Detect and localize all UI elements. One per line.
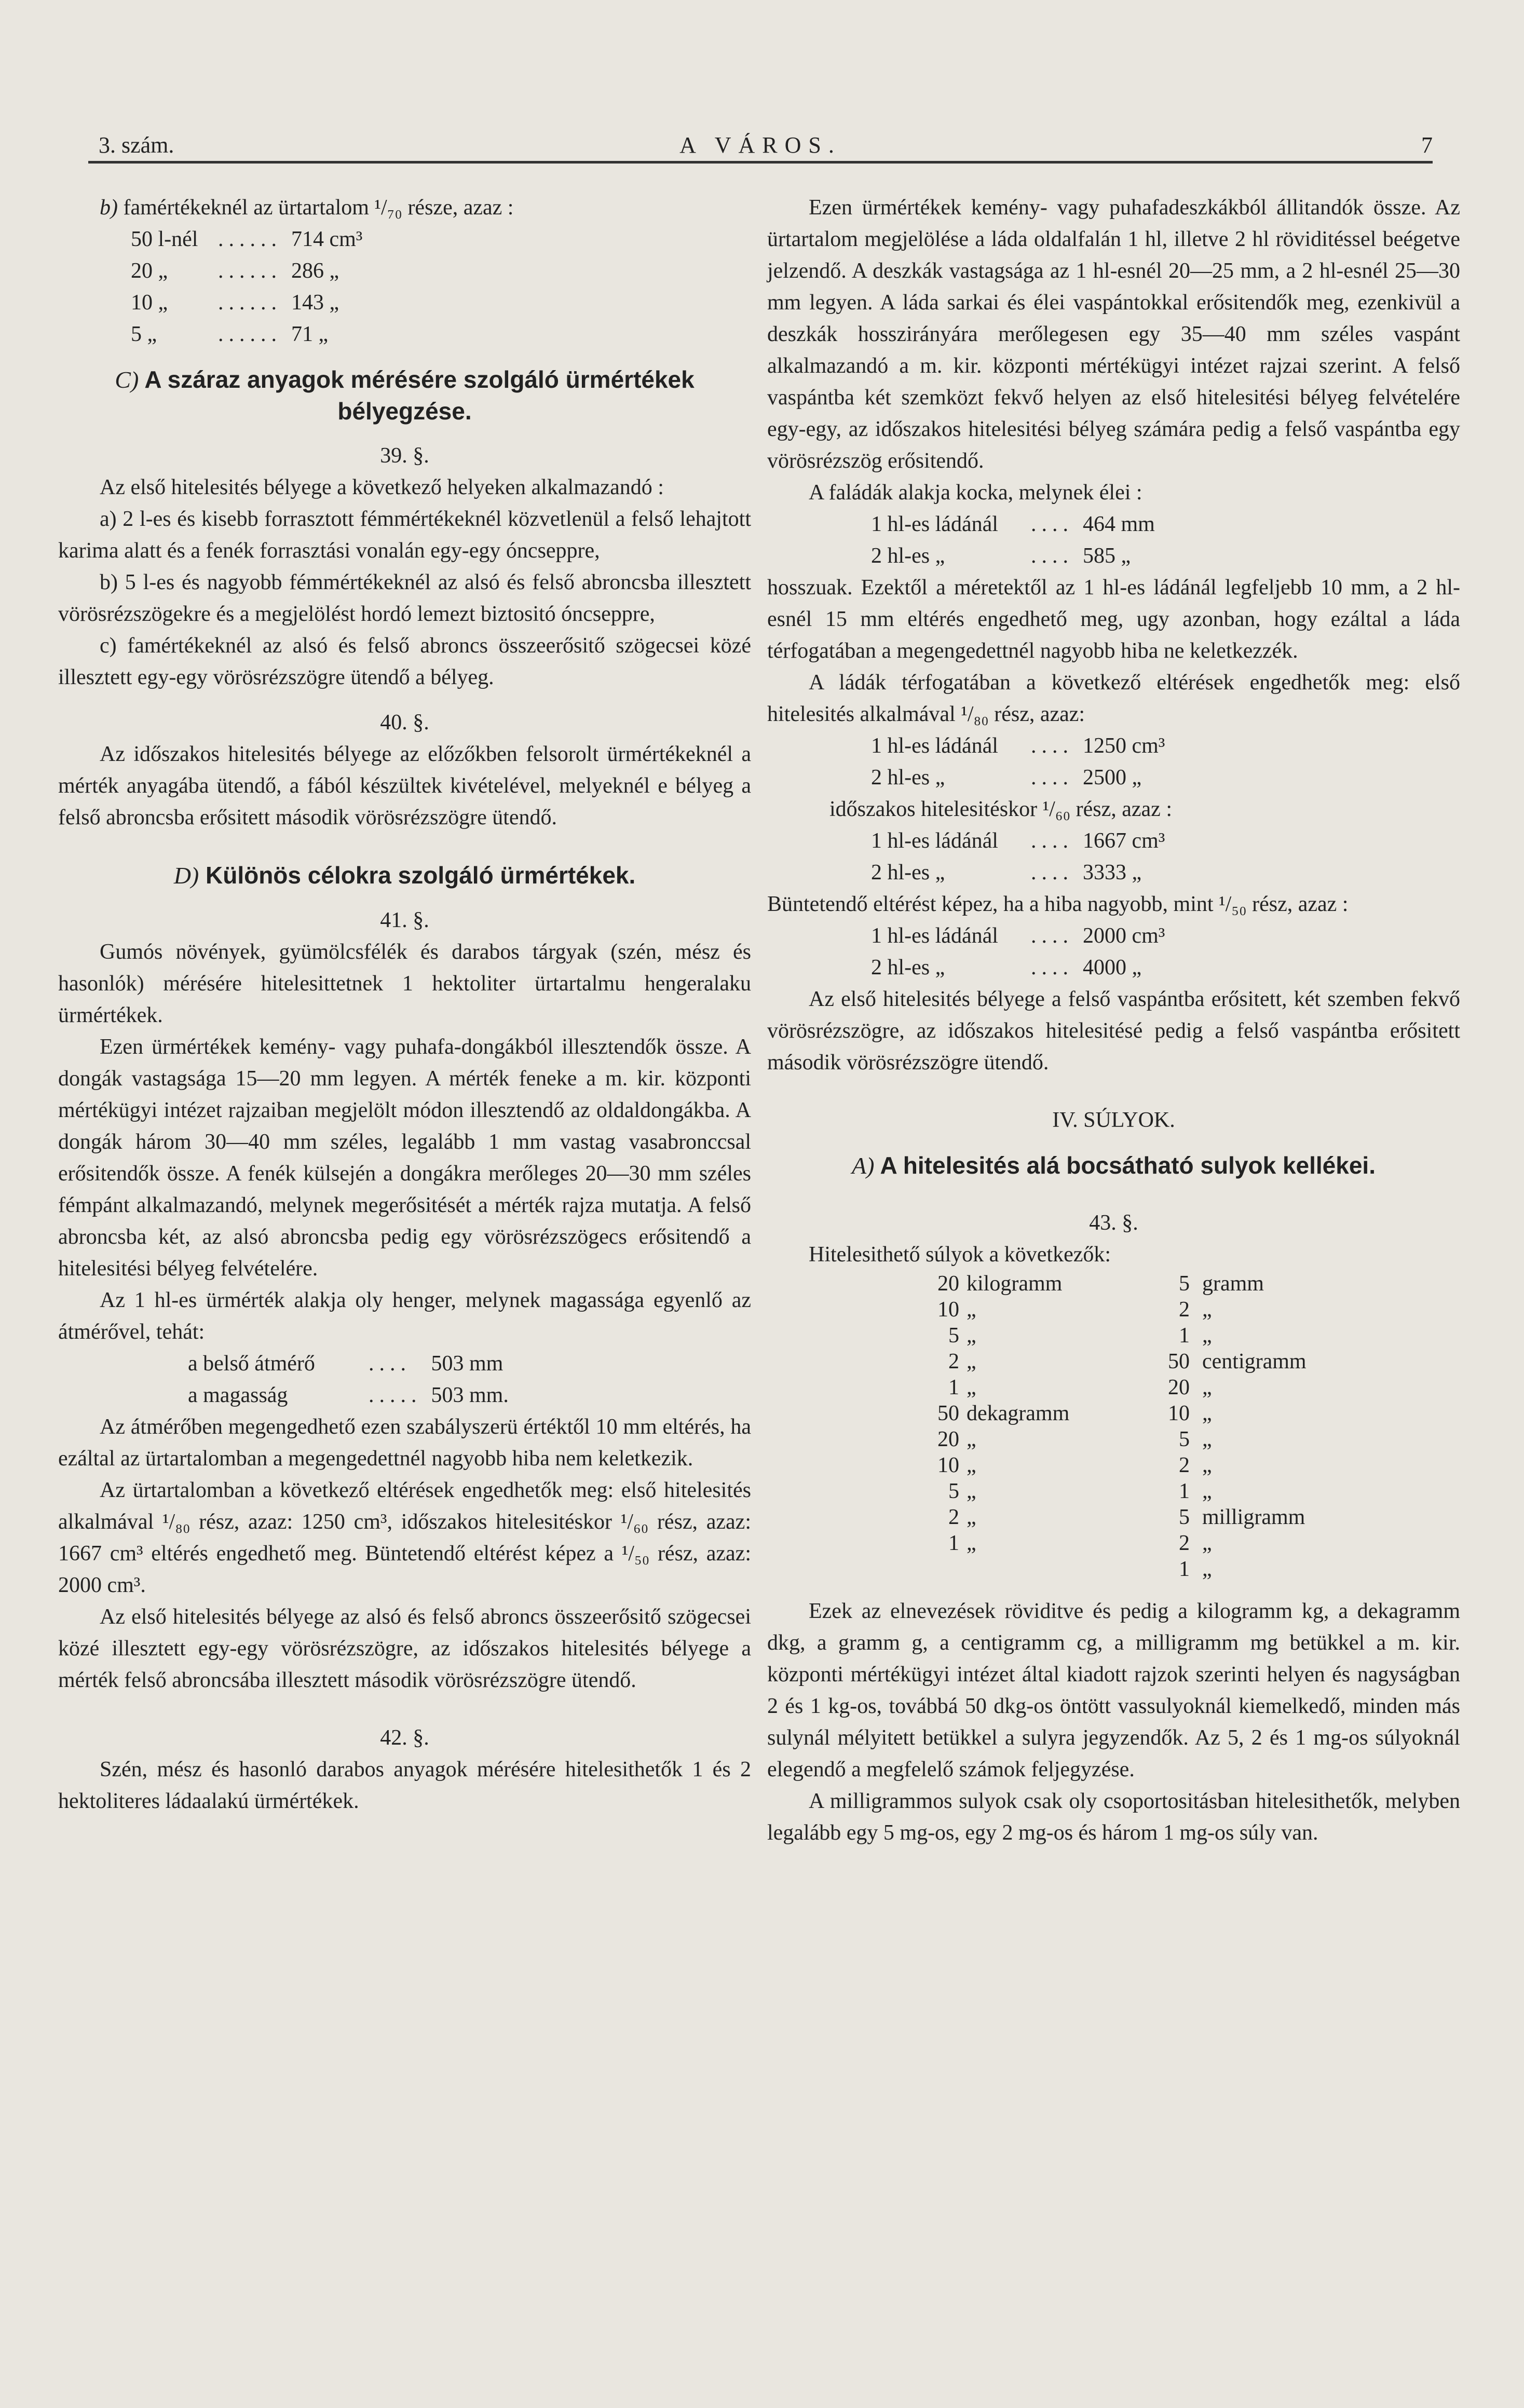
paragraph: Büntetendő eltérést képez, ha a hiba nagyobb, mint ¹/₅₀ rész, azaz : bbox=[767, 892, 1349, 916]
paragraph: c) famértékeknél az alsó és felső abroncs összeerősitő szögecsei közé illesztett egy-egy vörösrézszögre ütendő a bélyeg. bbox=[58, 634, 751, 689]
tolerance-table-first bbox=[871, 730, 1165, 794]
table-row: 2 „ 5 milligramm bbox=[948, 1505, 1305, 1529]
table-row: 1 hl-es ládánál .... 464 mm bbox=[871, 512, 1155, 536]
table-row: 2 hl-es „ .... 3333 „ bbox=[871, 861, 1142, 885]
paragraph: Az átmérőben megengedhető ezen szabályszerü értéktől 10 mm eltérés, ha ezáltal az ürtartalomban a megengedettnél nagyobb hiba nem keletkezik. bbox=[58, 1415, 751, 1471]
paragraph: Ezen ürmértékek kemény- vagy puhafadeszkákból állitandók össze. Az ürtartalom megjelölése a láda oldalfalán 1 hl, illetve 2 hl röviditéssel beégetve jelzendő. A deszkák vastagsága az 1 hl-esnél 20—25 mm, a 2 hl-esnél 25—30 mm legyen. A láda sarkai és élei vaspántokkal erősitendők meg, ezenkivül a deszkák hosszirányára merőlegesen egy 35—40 mm széles vaspánt alkalmazandó a m. kir. központi mértékügyi intézet rajzai szerint. A felső vaspántba két szemközt fekvő helyen az első hitelesitési bélyeg felvételére egy-egy, az időszakos hitelesitési bélyeg számára pedig a felső vaspántba egy vörösrézszög erősitendő. bbox=[767, 196, 1460, 473]
tolerance-table-penalty bbox=[871, 920, 1165, 984]
paragraph: hosszuak. Ezektől a méretektől az 1 hl-es ládánál legfeljebb 10 mm, a 2 hl-esnél 15 mm eltérés engedhető meg, ugy azonban, hogy ezáltal a láda térfogatában a megengedettnél nagyobb hiba ne keletkezzék. bbox=[767, 576, 1460, 663]
table-row: 5 „ 1 „ bbox=[948, 1324, 1212, 1348]
page-number: 7 bbox=[1421, 132, 1433, 158]
section-heading-d: D) Különös célokra szolgáló ürmértékek. bbox=[173, 862, 636, 889]
paragraph: Szén, mész és hasonló darabos anyagok mérésére hitelesithetők 1 és 2 hektoliteres ládaalakú ürmértékek. bbox=[58, 1758, 751, 1813]
paragraph: a) 2 l-es és kisebb forrasztott fémmértékeknél közvetlenül a felső lehajtott karima alatt és a fenék forrasztási vonalán egy-egy óncseppre, bbox=[58, 507, 751, 563]
table-row: 20 „ ...... 286 „ bbox=[131, 259, 339, 283]
dimension-table bbox=[188, 1348, 509, 1411]
section-number: 39. §. bbox=[380, 444, 429, 468]
paragraph: A milligrammos sulyok csak oly csoportositásban hitelesithetők, melyben legalább egy 5 mg-os, egy 2 mg-os és három 1 mg-os súly van. bbox=[767, 1789, 1460, 1845]
section-number: 43. §. bbox=[1089, 1211, 1138, 1235]
journal-title: A VÁROS. bbox=[679, 132, 841, 158]
table-row: 2 hl-es „ .... 4000 „ bbox=[871, 956, 1142, 979]
volume-table bbox=[131, 224, 362, 350]
table-row: 1 „ bbox=[1179, 1557, 1212, 1581]
page-header bbox=[88, 130, 1433, 164]
edge-table bbox=[871, 509, 1155, 572]
section-number: 41. §. bbox=[380, 908, 429, 932]
table-row: 2 „ 50 centigramm bbox=[948, 1350, 1307, 1373]
table-row: 1 „ 20 „ bbox=[948, 1376, 1212, 1399]
paragraph: Ezen ürmértékek kemény- vagy puhafa-dongákból illesztendők össze. A dongák vastagsága 15—20 mm legyen. A mérték feneke a m. kir. központi mértékügyi intézet rajzaiban megjelölt módon illesztendő az oldaldongákba. A dongák három 30—40 mm széles, legalább 1 mm vastag vasabronccsal erősitendők össze. A fenék külsején a dongákra merőleges 20—30 mm széles fémpánt alkalmazandó, melynek megerősitését a mérték rajza mutatja. A felső abroncsba két, az alsó abroncsba pedig egy vörösrézszögecs erősitendő a hitelesitési bélyeg felvételére. bbox=[58, 1035, 751, 1281]
paragraph: b) 5 l-es és nagyobb fémmértékeknél az alsó és felső abroncsba illesztett vörösrézszögekre és a megjelölést hordó lemezt biztositó óncseppre, bbox=[58, 570, 751, 626]
paragraph: Az ürtartalomban a következő eltérések engedhetők meg: első hitelesités alkalmával ¹/₈₀ rész, azaz: 1250 cm³, időszakos hitelesitéskor ¹/₆₀ rész, azaz: 1667 cm³ eltérés engedhető meg. Büntetendő eltérést képez a ¹/₅₀ rész, azaz: 2000 cm³. bbox=[58, 1478, 751, 1597]
paragraph: Az időszakos hitelesités bélyege az előzőkben felsorolt ürmértékeknél a mérték anyagába ütendő, a fából készültek kivételével, melyeknél e bélyeg a felső abroncsba erősitett második vörösrézszögre ütendő. bbox=[58, 742, 751, 829]
table-row: 10 „ 2 „ bbox=[937, 1453, 1212, 1477]
paragraph: Az első hitelesités bélyege a felső vaspántba erősitett, két szemben fekvő vörösrézszögre, az időszakos hitelesitésé pedig a felső vaspántba erősitett második vörösrézszögre ütendő. bbox=[767, 987, 1460, 1074]
table-row: 1 hl-es ládánál .... 1250 cm³ bbox=[871, 734, 1165, 758]
table-row: 2 hl-es „ .... 2500 „ bbox=[871, 766, 1142, 790]
section-number: 40. §. bbox=[380, 711, 429, 734]
paragraph: Az első hitelesités bélyege az alsó és felső abroncs összeerősitő szögecsei közé illesztett egy-egy vörösrézszögre, az időszakos hitelesités bélyege a mérték felső abroncsába illesztett második vörösrézszögre ütendő. bbox=[58, 1605, 751, 1692]
paragraph: Az 1 hl-es ürmérték alakja oly henger, melynek magassága egyenlő az átmérővel, tehát: bbox=[58, 1288, 751, 1344]
right-column bbox=[767, 192, 1460, 1849]
paragraph: Ezek az elnevezések röviditve és pedig a kilogramm kg, a dekagramm dkg, a gramm g, a centigramm cg, a milligramm mg betükkel a m. kir. központi mértékügyi intézet által kiadott rajzok szerinti helyen és nagyságban 2 és 1 kg-os, továbbá 50 dkg-os öntött vassulyoknál kiemelkedő, minden más sulynál mélyitett betükkel a sulyra jegyzendők. Az 5, 2 és 1 mg-os súlyoknál elegendő a megfelelő számok feljegyzése. bbox=[767, 1599, 1460, 1781]
table-row: 50 l-nél ...... 714 cm³ bbox=[131, 227, 363, 251]
table-row: 2 hl-es „ .... 585 „ bbox=[871, 544, 1131, 568]
table-row: a magasság ..... 503 mm. bbox=[188, 1383, 509, 1407]
tolerance-table-periodic bbox=[871, 825, 1165, 889]
paragraph: Hitelesithető súlyok a következők: bbox=[809, 1243, 1111, 1267]
table-row: 20 kilogramm 5 gramm bbox=[937, 1272, 1264, 1296]
chapter-heading: IV. SÚLYOK. bbox=[1052, 1108, 1175, 1132]
left-column bbox=[58, 192, 751, 1817]
paragraph: A faládák alakja kocka, melynek élei : bbox=[809, 481, 1142, 505]
table-row: 20 „ 5 „ bbox=[937, 1427, 1212, 1451]
table-row: 5 „ 1 „ bbox=[948, 1479, 1212, 1503]
table-row: a belső átmérő .... 503 mm bbox=[188, 1352, 504, 1376]
paragraph: b) famértékeknél az ürtartalom ¹/₇₀ része, azaz : bbox=[100, 196, 514, 220]
table-row: 10 „ 2 „ bbox=[937, 1298, 1212, 1322]
table-row: 1 „ 2 „ bbox=[948, 1531, 1212, 1555]
section-number: 42. §. bbox=[380, 1726, 429, 1750]
section-heading-c: C) A száraz anyagok mérésére szolgáló ürmértékek bélyegzése. bbox=[115, 366, 695, 425]
paragraph: Gumós növények, gyümölcsfélék és darabos tárgyak (szén, mész és hasonlók) mérésére hitelesittetnek 1 hektoliter ürtartalmu hengeralaku ürmértékek. bbox=[58, 940, 751, 1027]
table-row: 50 dekagramm 10 „ bbox=[937, 1402, 1212, 1425]
table-row: 5 „ ...... 71 „ bbox=[131, 322, 329, 346]
weights-table bbox=[913, 1271, 1307, 1582]
paragraph: A ládák térfogatában a következő eltérések engedhetők meg: első hitelesités alkalmával ¹/₈₀ rész, azaz: bbox=[767, 671, 1460, 726]
issue-number: 3. szám. bbox=[99, 132, 174, 158]
table-row: 1 hl-es ládánál .... 2000 cm³ bbox=[871, 924, 1165, 948]
paragraph: időszakos hitelesitéskor ¹/₆₀ rész, azaz : bbox=[829, 797, 1172, 821]
table-row: 10 „ ...... 143 „ bbox=[131, 291, 339, 315]
table-row: 1 hl-es ládánál .... 1667 cm³ bbox=[871, 829, 1165, 853]
section-heading-a: A) A hitelesités alá bocsátható sulyok kellékei. bbox=[852, 1152, 1376, 1179]
paragraph: Az első hitelesités bélyege a következő helyeken alkalmazandó : bbox=[100, 475, 664, 499]
